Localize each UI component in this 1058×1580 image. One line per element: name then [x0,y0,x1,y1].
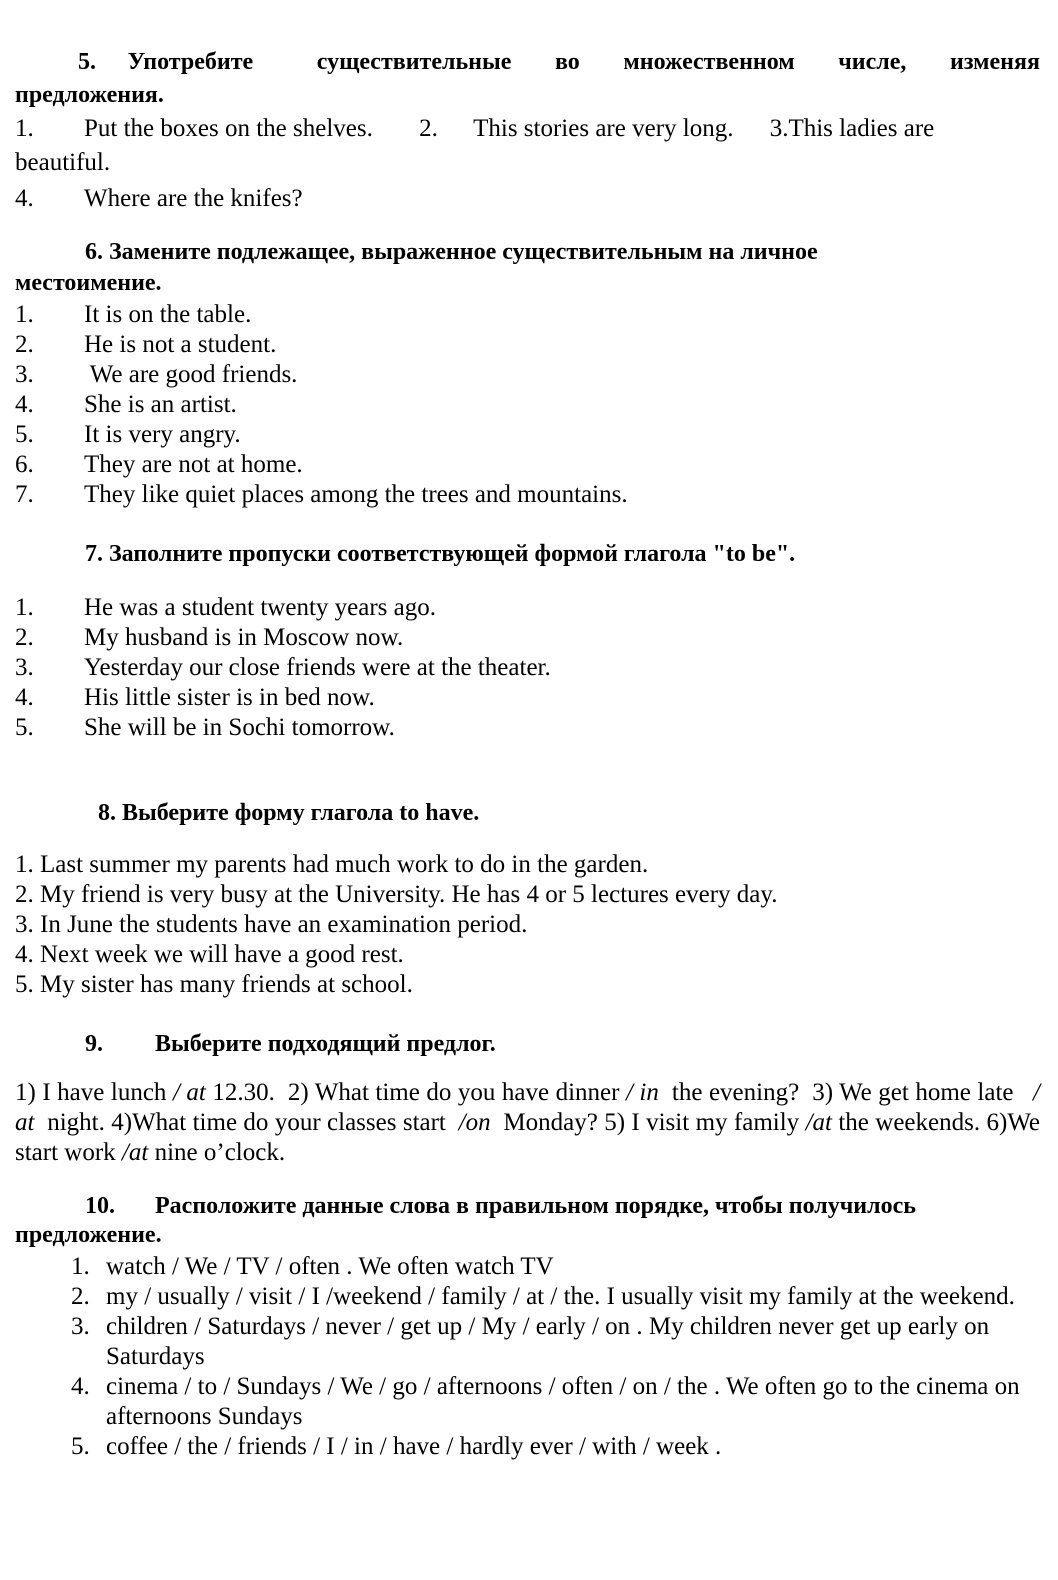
item-text: They like quiet places among the trees and mountains. [84,481,628,508]
list-item [15,653,1040,683]
item-text: She is an artist. [84,391,237,418]
item-number: 4. [15,185,34,212]
item-number: 4. [71,1373,90,1400]
item-text: cinema / to / Sundays / We / go / afternoons / often / on / the . We often go to the cinema on afternoons Sundays [106,1373,1020,1430]
section-5 [15,46,1040,214]
section-5-heading [15,46,1040,79]
section-10 [15,1190,1040,1462]
item-number: 5. [15,421,34,448]
item-number: 1. [15,301,34,328]
item-text: Where are the knifes? [84,185,303,212]
item-text: They are not at home. [84,451,303,478]
worksheet-page [15,46,1047,1462]
item-number: 3. [71,1313,90,1340]
list-item [15,450,1040,480]
preposition-choice: /at [121,1139,149,1166]
item-text: He is not a student. [84,331,277,358]
section-10-heading-cont: предложение. [15,1222,162,1248]
section-5-line-1-cont: beautiful. [15,149,111,176]
item-number: 2. [419,115,438,142]
heading-word: числе, [838,49,907,75]
list-item [71,1372,1040,1432]
item-text: 3.This ladies are [769,115,935,142]
item-text: Put the boxes on the shelves. [84,115,373,142]
item-number: 3. [15,361,34,388]
section-6-heading: 6. Замените подлежащее, выраженное существительным на личное [85,239,818,265]
list-item [15,390,1040,420]
heading-word: 5. [78,49,96,75]
list-item [15,713,1040,743]
list-item [71,1432,1040,1462]
section-9-paragraph [15,1078,1047,1168]
section-10-heading [15,1190,1040,1223]
section-5-heading-cont: предложения. [15,82,164,108]
section-6-heading-cont: местоимение. [15,270,162,296]
paragraph-text: nine o’clock. [148,1139,286,1166]
item-number: 1. [15,115,34,142]
paragraph-text: the evening? 3) We get home late [658,1079,1034,1106]
item-number: 7. [15,481,34,508]
section-7 [15,538,1040,743]
item-number: 3. [15,654,34,681]
item-number: 6. [15,451,34,478]
list-item: 4. Next week we will have a good rest. [15,941,404,968]
list-item: 2. My friend is very busy at the University. He has 4 or 5 lectures every day. [15,881,778,908]
item-text: He was a student twenty years ago. [84,594,436,621]
item-text: children / Saturdays / never / get up / My / early / on . My children never get up early on Saturdays [106,1313,990,1370]
section-9 [15,1028,1047,1168]
item-text: His little sister is in bed now. [84,684,375,711]
list-item [15,623,1040,653]
list-item [15,593,1040,623]
item-number: 1. [71,1253,90,1280]
item-number: 2. [15,331,34,358]
section-5-line-2 [15,184,1040,214]
item-number: 2. [15,624,34,651]
list-item [15,420,1040,450]
heading-word: Употребите [127,49,254,75]
heading-word: изменяя [950,49,1040,75]
section-7-list [15,593,1040,743]
list-item: 1. Last summer my parents had much work to do in the garden. [15,851,649,878]
preposition-choice: / in [625,1079,659,1106]
heading-number: 9. [85,1031,103,1057]
preposition-choice: / at [172,1079,206,1106]
item-number: 2. [71,1283,90,1310]
heading-number: 10. [85,1193,115,1219]
preposition-choice: /on [458,1109,491,1136]
section-10-list [15,1252,1040,1462]
list-item: 3. In June the students have an examination period. [15,911,528,938]
item-text: my / usually / visit / I /weekend / family / at / the. I usually visit my family at the weekend. [106,1283,1015,1310]
heading-word: множественном [623,49,795,75]
list-item [71,1312,1040,1372]
item-text: This stories are very long. [473,115,734,142]
section-6 [15,236,1040,510]
item-text: Yesterday our close friends were at the theater. [84,654,551,681]
list-item [71,1252,1040,1282]
list-item [15,683,1040,713]
preposition-choice: /at [805,1109,832,1136]
list-item [15,300,1040,330]
section-8-list [15,850,1040,1000]
list-item: 5. My sister has many friends at school. [15,971,413,998]
section-9-heading [15,1028,1040,1061]
section-7-heading: 7. Заполните пропуски соответствующей формой глагола "to be". [85,541,796,567]
paragraph-text: 1) I have lunch [15,1079,173,1106]
item-text: She will be in Sochi tomorrow. [84,714,395,741]
item-number: 5. [71,1433,90,1460]
list-item [15,330,1040,360]
item-number: 1. [15,594,34,621]
item-text: It is very angry. [84,421,241,448]
item-number: 4. [15,391,34,418]
section-5-line-1 [15,114,1040,144]
paragraph-text: 12.30. 2) What time do you have dinner [205,1079,626,1106]
preposition-choice: / at [15,1079,1047,1136]
item-number: 5. [15,714,34,741]
section-6-list [15,300,1040,510]
item-text: It is on the table. [84,301,252,328]
item-text: watch / We / TV / often . We often watch TV [106,1253,554,1280]
paragraph-text: the weekends. 6)We start work [15,1109,1047,1166]
heading-text: Выберите подходящий предлог. [155,1031,496,1057]
list-item [71,1282,1040,1312]
heading-text: Расположите данные слова в правильном порядке, чтобы получилось [155,1193,916,1219]
list-item [15,360,1040,390]
item-number: 4. [15,684,34,711]
paragraph-text: night. 4)What time do your classes start [34,1109,459,1136]
list-item [15,480,1040,510]
heading-word: существительные [316,49,512,75]
item-text: We are good friends. [84,361,298,388]
section-8 [15,797,1040,1000]
heading-word: во [554,49,580,75]
item-text: My husband is in Moscow now. [84,624,404,651]
item-text: coffee / the / friends / I / in / have / hardly ever / with / week . [106,1433,722,1460]
section-8-heading: 8. Выберите форму глагола to have. [98,800,480,826]
paragraph-text: Monday? 5) I visit my family [490,1109,806,1136]
